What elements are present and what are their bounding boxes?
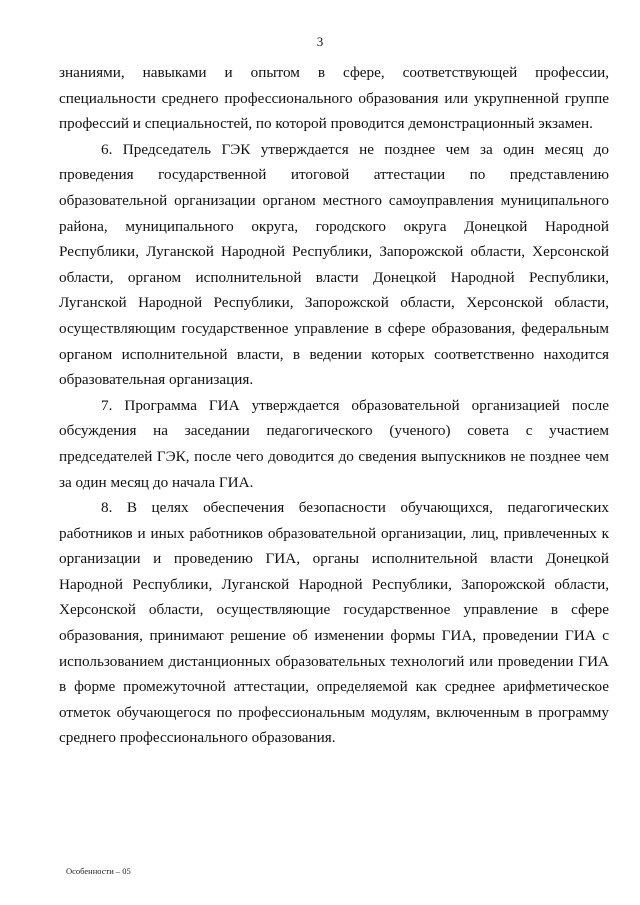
footer-document-label: Особенности – 05	[66, 866, 131, 876]
document-body	[59, 60, 609, 751]
paragraph-item-8: 8. В целях обеспечения безопасности обучающихся, педагогических работников и иных работников образовательной организации, лиц, привлеченных к организации и проведению ГИА, органы исполнительной власти Донецкой Народной Республики, Луганской Народной Республики, Запорожской области, Херсонской области, осуществляющие государственное управление в сфере образования, принимают решение об изменении формы ГИА, проведении ГИА с использованием дистанционных образовательных технологий или проведении ГИА в форме промежуточной аттестации, определяемой как среднее арифметическое отметок обучающегося по профессиональным модулям, включенным в программу среднего профессионального образования.	[59, 499, 609, 747]
paragraph-continuation: знаниями, навыками и опытом в сфере, соответствующей профессии, специальности среднего профессионального образования или укрупненной группе профессий и специальностей, по которой проводится демонстрационный экзамен.	[59, 64, 609, 133]
paragraph-item-7: 7. Программа ГИА утверждается образовательной организацией после обсуждения на заседании педагогического (ученого) совета с участием председателей ГЭК, после чего доводится до сведения выпускников не позднее чем за один месяц до начала ГИА.	[59, 396, 609, 491]
page-number: 3	[316, 34, 324, 49]
paragraph-item-6: 6. Председатель ГЭК утверждается не позднее чем за один месяц до проведения государственной итоговой аттестации по представлению образовательной организации органом местного самоуправления муниципального района, муниципального округа, городского округа Донецкой Народной Республики, Луганской Народной Республики, Запорожской области, Херсонской области, органом исполнительной власти Донецкой Народной Республики, Луганской Народной Республики, Запорожской области, Херсонской области, осуществляющим государственное управление в сфере образования, федеральным органом исполнительной власти, в ведении которых соответственно находится образовательная организация.	[59, 140, 609, 389]
